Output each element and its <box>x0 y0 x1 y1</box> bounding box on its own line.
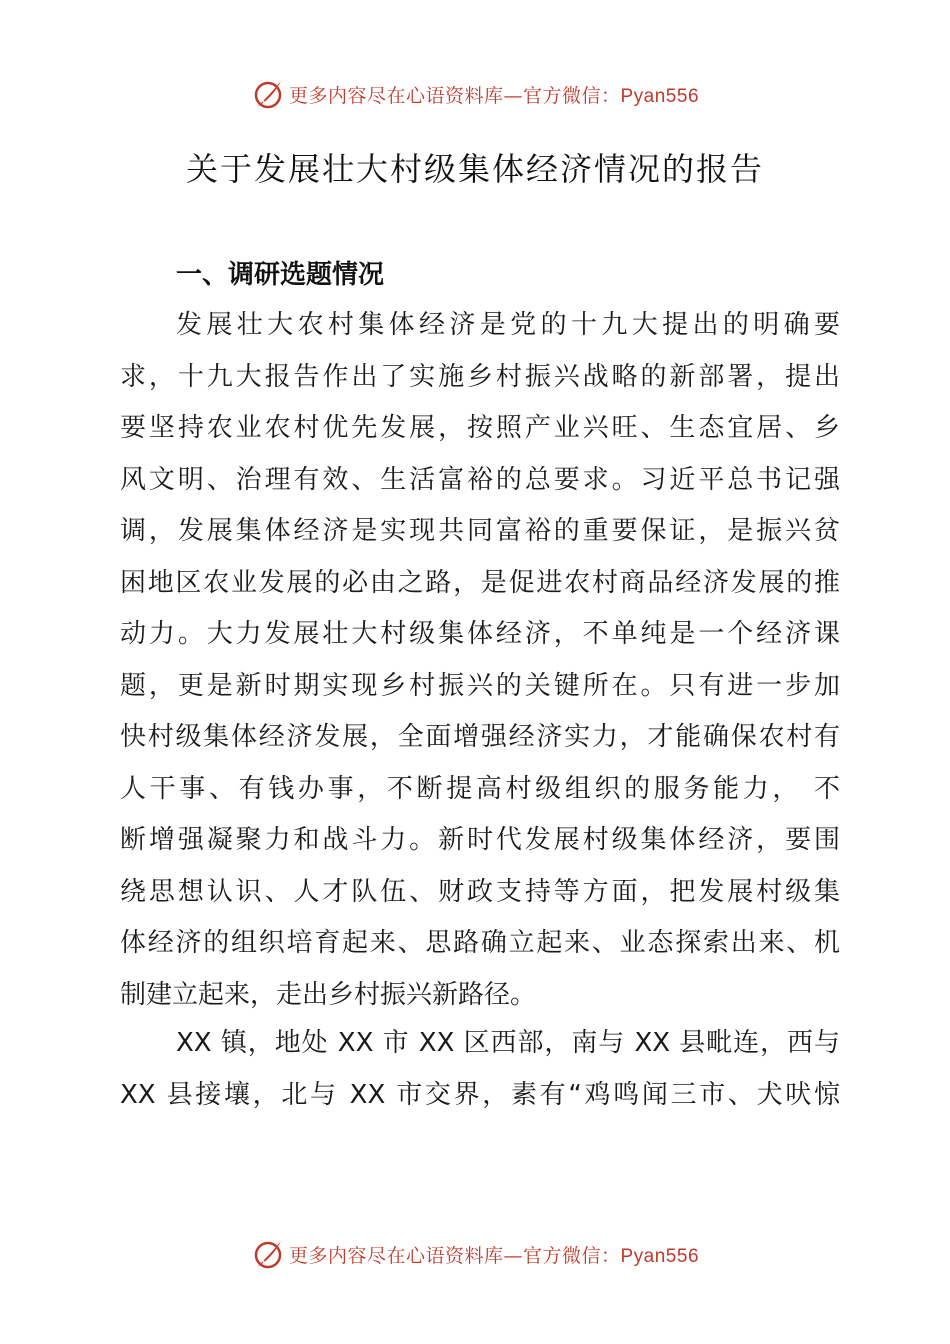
paragraph-line: 制建立起来，走出乡村振兴新路径。 <box>120 979 537 1010</box>
banner-text <box>289 81 699 108</box>
paragraph-line: 调，发展集体经济是实现共同富裕的重要保证，是振兴贫 <box>120 516 840 546</box>
footer-banner <box>0 1232 950 1276</box>
paragraph-line: 绕思想认识、人才队伍、财政支持等方面，把发展村级集 <box>120 876 840 907</box>
paragraph-line: 快村级集体经济发展，全面增强经济实力，才能确保农村有 <box>120 722 840 752</box>
paragraph-line: 动力。大力发展壮大村级集体经济，不单纯是一个经济课 <box>120 619 840 649</box>
paragraph-line: 困地区农业发展的必由之路，是促进农村商品经济发展的推 <box>120 567 840 598</box>
quill-logo-icon <box>251 77 285 111</box>
paragraph-line: 要坚持农业农村优先发展，按照产业兴旺、生态宜居、乡 <box>120 413 840 443</box>
paragraph-line: XX 县接壤，北与 XX 市交界，素有“鸡鸣闻三市、犬吠惊 <box>120 1079 840 1110</box>
paragraph-line: 断增强凝聚力和战斗力。新时代发展村级集体经济，要围 <box>120 825 840 855</box>
header-banner <box>0 72 950 116</box>
paragraph-line: 体经济的组织培育起来、思路确立起来、业态探索出来、机 <box>120 928 840 958</box>
paragraph-line: XX 镇，地处 XX 市 XX 区西部，南与 XX 县毗连，西与 <box>176 1028 840 1058</box>
paragraph-2 <box>120 1018 840 1121</box>
paragraph-line: 发展壮大农村集体经济是党的十九大提出的明确要 <box>176 310 840 340</box>
banner-wechat-id: Pyan556 <box>620 1245 700 1267</box>
quill-logo-icon <box>251 1237 285 1271</box>
banner-text <box>289 1241 699 1268</box>
paragraph-line: 题，更是新时期实现乡村振兴的关键所在。只有进一步加 <box>120 670 840 701</box>
paragraph-line: 求，十九大报告作出了实施乡村振兴战略的新部署，提出 <box>120 361 840 392</box>
banner-slogan: 更多内容尽在心语资料库—官方微信： <box>288 1244 621 1267</box>
banner-wechat-id: Pyan556 <box>620 85 700 107</box>
document-title: 关于发展壮大村级集体经济情况的报告 <box>185 150 764 188</box>
section-heading: 一、调研选题情况 <box>176 260 385 290</box>
paragraph-1 <box>120 300 840 1021</box>
paragraph-line: 风文明、治理有效、生活富裕的总要求。习近平总书记强 <box>120 464 840 495</box>
banner-slogan: 更多内容尽在心语资料库—官方微信： <box>288 84 621 107</box>
paragraph-line: 人干事、有钱办事，不断提高村级组织的服务能力， 不 <box>120 773 840 804</box>
